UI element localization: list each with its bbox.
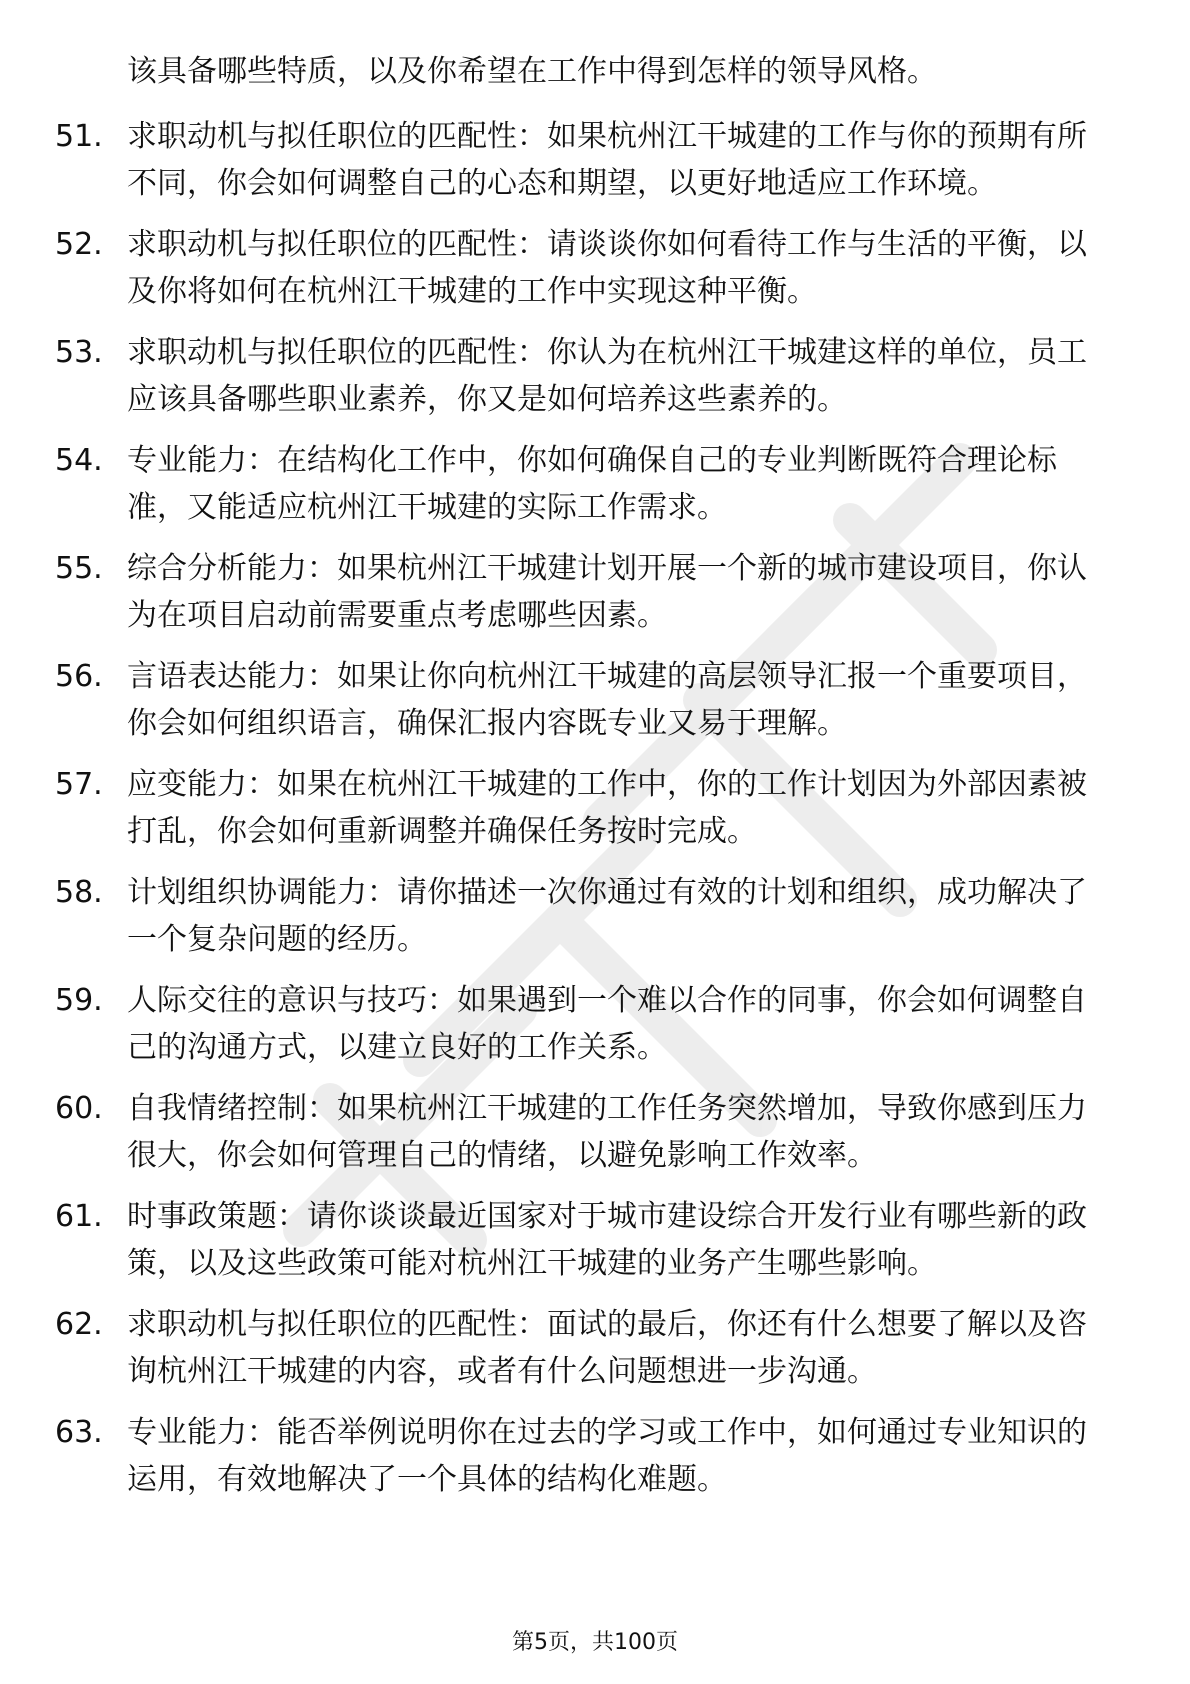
question-text: 求职动机与拟任职位的匹配性：如果杭州江干城建的工作与你的预期有所不同，你会如何调整自己的心态和期望，以更好地适应工作环境。 xyxy=(127,119,1087,201)
question-item xyxy=(55,977,1110,1071)
question-number: 53. xyxy=(55,335,103,370)
question-item xyxy=(55,653,1110,747)
question-number: 57. xyxy=(55,767,103,802)
question-item xyxy=(55,113,1110,207)
question-text: 自我情绪控制：如果杭州江干城建的工作任务突然增加，导致你感到压力很大，你会如何管理自己的情绪，以避免影响工作效率。 xyxy=(127,1091,1087,1173)
continued-question-text: 该具备哪些特质，以及你希望在工作中得到怎样的领导风格。 xyxy=(127,54,937,89)
question-number: 59. xyxy=(55,983,103,1018)
question-list xyxy=(55,113,1110,1517)
question-item xyxy=(55,1409,1110,1503)
question-number: 58. xyxy=(55,875,103,910)
question-text: 综合分析能力：如果杭州江干城建计划开展一个新的城市建设项目，你认为在项目启动前需要重点考虑哪些因素。 xyxy=(127,551,1087,633)
question-item xyxy=(55,545,1110,639)
question-number: 55. xyxy=(55,551,103,586)
question-item xyxy=(55,1193,1110,1287)
question-text: 求职动机与拟任职位的匹配性：你认为在杭州江干城建这样的单位，员工应该具备哪些职业素养，你又是如何培养这些素养的。 xyxy=(127,335,1087,417)
question-text: 言语表达能力：如果让你向杭州江干城建的高层领导汇报一个重要项目，你会如何组织语言，确保汇报内容既专业又易于理解。 xyxy=(127,659,1087,741)
question-item xyxy=(55,1301,1110,1395)
question-number: 51. xyxy=(55,119,103,154)
question-item xyxy=(55,761,1110,855)
question-number: 54. xyxy=(55,443,103,478)
question-number: 62. xyxy=(55,1307,103,1342)
question-text: 专业能力：在结构化工作中，你如何确保自己的专业判断既符合理论标准，又能适应杭州江干城建的实际工作需求。 xyxy=(127,443,1057,525)
question-text: 人际交往的意识与技巧：如果遇到一个难以合作的同事，你会如何调整自己的沟通方式，以建立良好的工作关系。 xyxy=(127,983,1087,1065)
question-item xyxy=(55,1085,1110,1179)
question-number: 61. xyxy=(55,1199,103,1234)
question-text: 求职动机与拟任职位的匹配性：请谈谈你如何看待工作与生活的平衡，以及你将如何在杭州江干城建的工作中实现这种平衡。 xyxy=(127,227,1087,309)
question-item xyxy=(55,869,1110,963)
question-item xyxy=(55,437,1110,531)
question-text: 时事政策题：请你谈谈最近国家对于城市建设综合开发行业有哪些新的政策，以及这些政策可能对杭州江干城建的业务产生哪些影响。 xyxy=(127,1199,1087,1281)
question-number: 60. xyxy=(55,1091,103,1126)
question-text: 应变能力：如果在杭州江干城建的工作中，你的工作计划因为外部因素被打乱，你会如何重新调整并确保任务按时完成。 xyxy=(127,767,1087,849)
question-text: 求职动机与拟任职位的匹配性：面试的最后，你还有什么想要了解以及咨询杭州江干城建的内容，或者有什么问题想进一步沟通。 xyxy=(127,1307,1087,1389)
question-item xyxy=(55,329,1110,423)
question-number: 52. xyxy=(55,227,103,262)
question-number: 56. xyxy=(55,659,103,694)
page-footer: 第5页，共100页 xyxy=(512,1630,678,1655)
question-text: 计划组织协调能力：请你描述一次你通过有效的计划和组织，成功解决了一个复杂问题的经历。 xyxy=(127,875,1087,957)
question-item xyxy=(55,221,1110,315)
question-number: 63. xyxy=(55,1415,103,1450)
question-text: 专业能力：能否举例说明你在过去的学习或工作中，如何通过专业知识的运用，有效地解决了一个具体的结构化难题。 xyxy=(127,1415,1087,1497)
